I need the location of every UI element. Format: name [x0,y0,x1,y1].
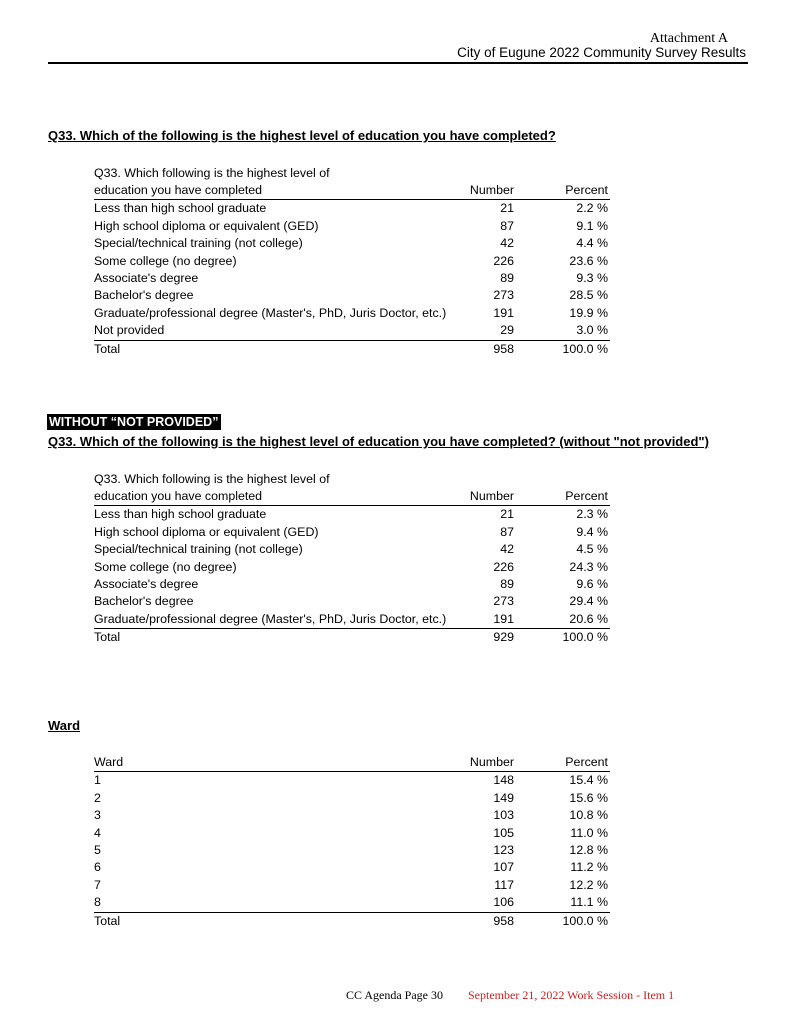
row-number: 87 [500,218,514,233]
table-total-row [94,341,610,358]
q33-without-table [94,471,610,647]
row-label: Some college (no degree) [94,253,237,268]
row-percent: 15.6 % [569,790,608,805]
row-number: 106 [493,895,514,910]
row-percent: 2.2 % [576,201,608,216]
total-number: 958 [493,913,514,928]
row-percent: 12.8 % [569,842,608,857]
row-number: 21 [500,201,514,216]
table-label-line1 [94,165,610,182]
row-label: 5 [94,842,101,857]
number-column-header: Number [469,489,514,503]
row-label: 1 [94,773,101,788]
q33-table [94,165,610,358]
table-row [94,506,610,523]
table-label-line1 [94,471,610,488]
row-number: 42 [500,542,514,557]
row-percent: 9.3 % [576,270,608,285]
q33-without-heading: Q33. Which of the following is the highest level of education you have completed? (without "not provided") [48,434,709,449]
table-row [94,305,610,322]
row-percent: 11.2 % [570,860,608,875]
row-label: 8 [94,895,101,910]
table-label-text: Q33. Which following is the highest level of [94,166,330,180]
row-percent: 29.4 % [569,594,608,609]
row-number: 89 [500,270,514,285]
table-row [94,842,610,859]
row-label: 2 [94,790,101,805]
attachment-label: Attachment A [649,31,728,46]
row-label: Graduate/professional degree (Master's, PhD, Juris Doctor, etc.) [94,611,447,626]
table-row [94,859,610,876]
row-label: Not provided [94,323,165,338]
table-row [94,270,610,287]
table-total-row [94,913,610,930]
row-number: 29 [500,323,514,338]
without-not-provided-badge: WITHOUT “NOT PROVIDED” [47,414,221,430]
row-percent: 9.1 % [576,218,608,233]
row-percent: 11.0 % [570,825,608,840]
total-percent: 100.0 % [562,341,608,356]
row-label: Less than high school graduate [94,507,267,522]
row-percent: 3.0 % [576,323,608,338]
percent-column-header: Percent [565,755,608,769]
row-label: Graduate/professional degree (Master's, PhD, Juris Doctor, etc.) [94,305,447,320]
row-label: Special/technical training (not college) [94,236,303,251]
row-percent: 19.9 % [569,305,608,320]
table-row [94,611,610,629]
table-row [94,218,610,235]
row-label: 3 [94,808,101,823]
table-row [94,877,610,894]
table-row [94,541,610,558]
table-row [94,593,610,610]
row-number: 226 [493,253,514,268]
row-label: 4 [94,825,101,840]
total-label: Total [94,341,121,356]
row-percent: 10.8 % [569,808,608,823]
row-number: 123 [493,842,514,857]
table-row [94,790,610,807]
row-label: Some college (no degree) [94,559,237,574]
table-header-row [94,182,610,200]
table-row [94,235,610,252]
row-label: Associate's degree [94,576,199,591]
row-label: Associate's degree [94,270,199,285]
row-percent: 12.2 % [569,877,608,892]
agenda-page-label: CC Agenda Page 30 [346,988,443,1002]
table-row [94,825,610,842]
total-percent: 100.0 % [562,913,608,928]
ward-table [94,754,610,930]
row-percent: 11.1 % [570,895,608,910]
row-number: 191 [493,305,514,320]
row-label: 6 [94,860,101,875]
row-label: High school diploma or equivalent (GED) [94,218,319,233]
row-number: 105 [493,825,514,840]
row-label: Bachelor's degree [94,288,194,303]
row-percent: 4.5 % [576,542,608,557]
row-label: High school diploma or equivalent (GED) [94,524,319,539]
table-row [94,559,610,576]
total-label: Total [94,630,121,645]
row-percent: 28.5 % [569,288,608,303]
table-row [94,807,610,824]
table-row [94,253,610,270]
table-label-text: education you have completed [94,489,263,503]
row-percent: 4.4 % [576,236,608,251]
table-total-row [94,629,610,646]
row-label: Bachelor's degree [94,594,194,609]
total-label: Total [94,913,121,928]
document-subtitle: City of Eugune 2022 Community Survey Results [457,45,746,60]
q33-heading: Q33. Which of the following is the highest level of education you have completed? [48,128,556,143]
total-number: 958 [493,341,514,356]
row-percent: 24.3 % [569,559,608,574]
table-row [94,322,610,340]
total-number: 929 [493,630,514,645]
row-number: 21 [500,507,514,522]
row-percent: 23.6 % [569,253,608,268]
table-row [94,772,610,789]
row-percent: 15.4 % [569,773,608,788]
work-session-label: September 21, 2022 Work Session - Item 1 [468,988,675,1002]
row-label: 7 [94,877,101,892]
row-percent: 9.4 % [576,524,608,539]
table-row [94,524,610,541]
row-number: 89 [500,576,514,591]
table-row [94,200,610,217]
table-header-row [94,754,610,772]
row-number: 103 [493,808,514,823]
row-number: 148 [493,773,514,788]
row-percent: 2.3 % [576,507,608,522]
number-column-header: Number [469,755,514,769]
ward-column-header: Ward [94,755,124,769]
table-row [94,894,610,912]
number-column-header: Number [469,183,514,197]
total-percent: 100.0 % [562,630,608,645]
row-number: 87 [500,524,514,539]
table-label-text: education you have completed [94,183,263,197]
row-number: 273 [493,288,514,303]
row-label: Special/technical training (not college) [94,542,303,557]
row-number: 117 [494,877,514,892]
table-row [94,287,610,304]
row-number: 149 [493,790,514,805]
table-label-text: Q33. Which following is the highest level of [94,472,330,486]
row-percent: 9.6 % [576,576,608,591]
row-number: 191 [493,611,514,626]
header-divider [48,62,748,64]
row-number: 273 [493,594,514,609]
table-header-row [94,488,610,506]
table-row [94,576,610,593]
row-percent: 20.6 % [569,611,608,626]
percent-column-header: Percent [565,489,608,503]
row-number: 42 [500,236,514,251]
row-label: Less than high school graduate [94,201,267,216]
percent-column-header: Percent [565,183,608,197]
row-number: 107 [493,860,514,875]
ward-heading: Ward [48,718,81,733]
row-number: 226 [493,559,514,574]
